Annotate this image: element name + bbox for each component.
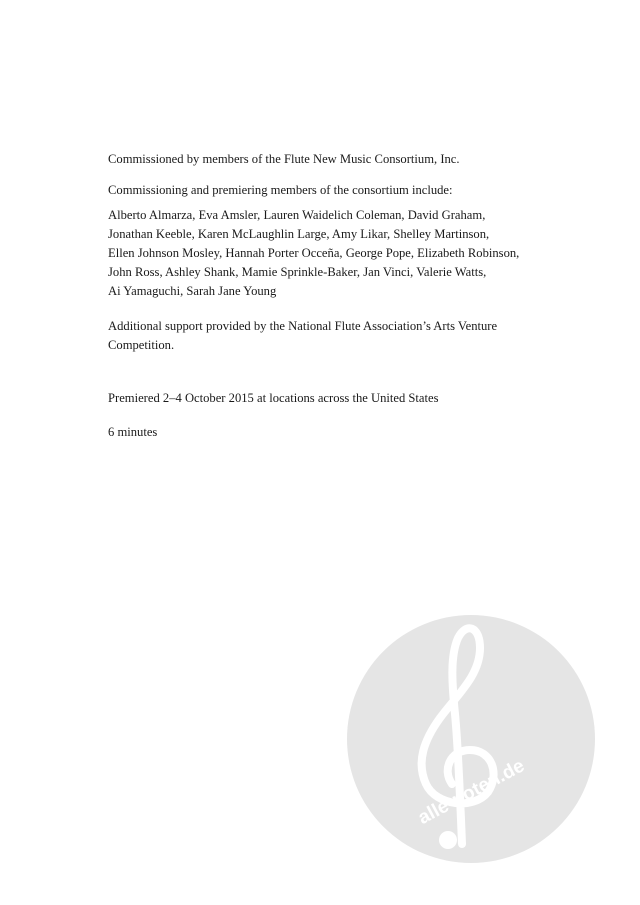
support-line: Additional support provided by the National Flute Association’s Arts Venture	[108, 319, 498, 333]
commission-statement: Commissioned by members of the Flute New Music Consortium, Inc.	[108, 152, 460, 166]
members-line: Ai Yamaguchi, Sarah Jane Young	[108, 284, 277, 298]
premiere-info: Premiered 2–4 October 2015 at locations across the United States	[108, 391, 439, 405]
members-line: Alberto Almarza, Eva Amsler, Lauren Waidelich Coleman, David Graham,	[108, 208, 486, 222]
commission-notes	[108, 150, 578, 442]
members-intro: Commissioning and premiering members of the consortium include:	[108, 183, 453, 197]
watermark-circle	[347, 615, 595, 863]
duration: 6 minutes	[108, 425, 158, 439]
watermark-logo	[346, 614, 596, 864]
members-line: Jonathan Keeble, Karen McLaughlin Large, Amy Likar, Shelley Martinson,	[108, 227, 490, 241]
consortium-members-list	[108, 206, 578, 301]
watermark-text: alle-noten.de	[414, 755, 529, 829]
members-line: Ellen Johnson Mosley, Hannah Porter Occeña, George Pope, Elizabeth Robinson,	[108, 246, 520, 260]
additional-support	[108, 317, 578, 355]
support-line: Competition.	[108, 338, 175, 352]
members-line: John Ross, Ashley Shank, Mamie Sprinkle-Baker, Jan Vinci, Valerie Watts,	[108, 265, 487, 279]
